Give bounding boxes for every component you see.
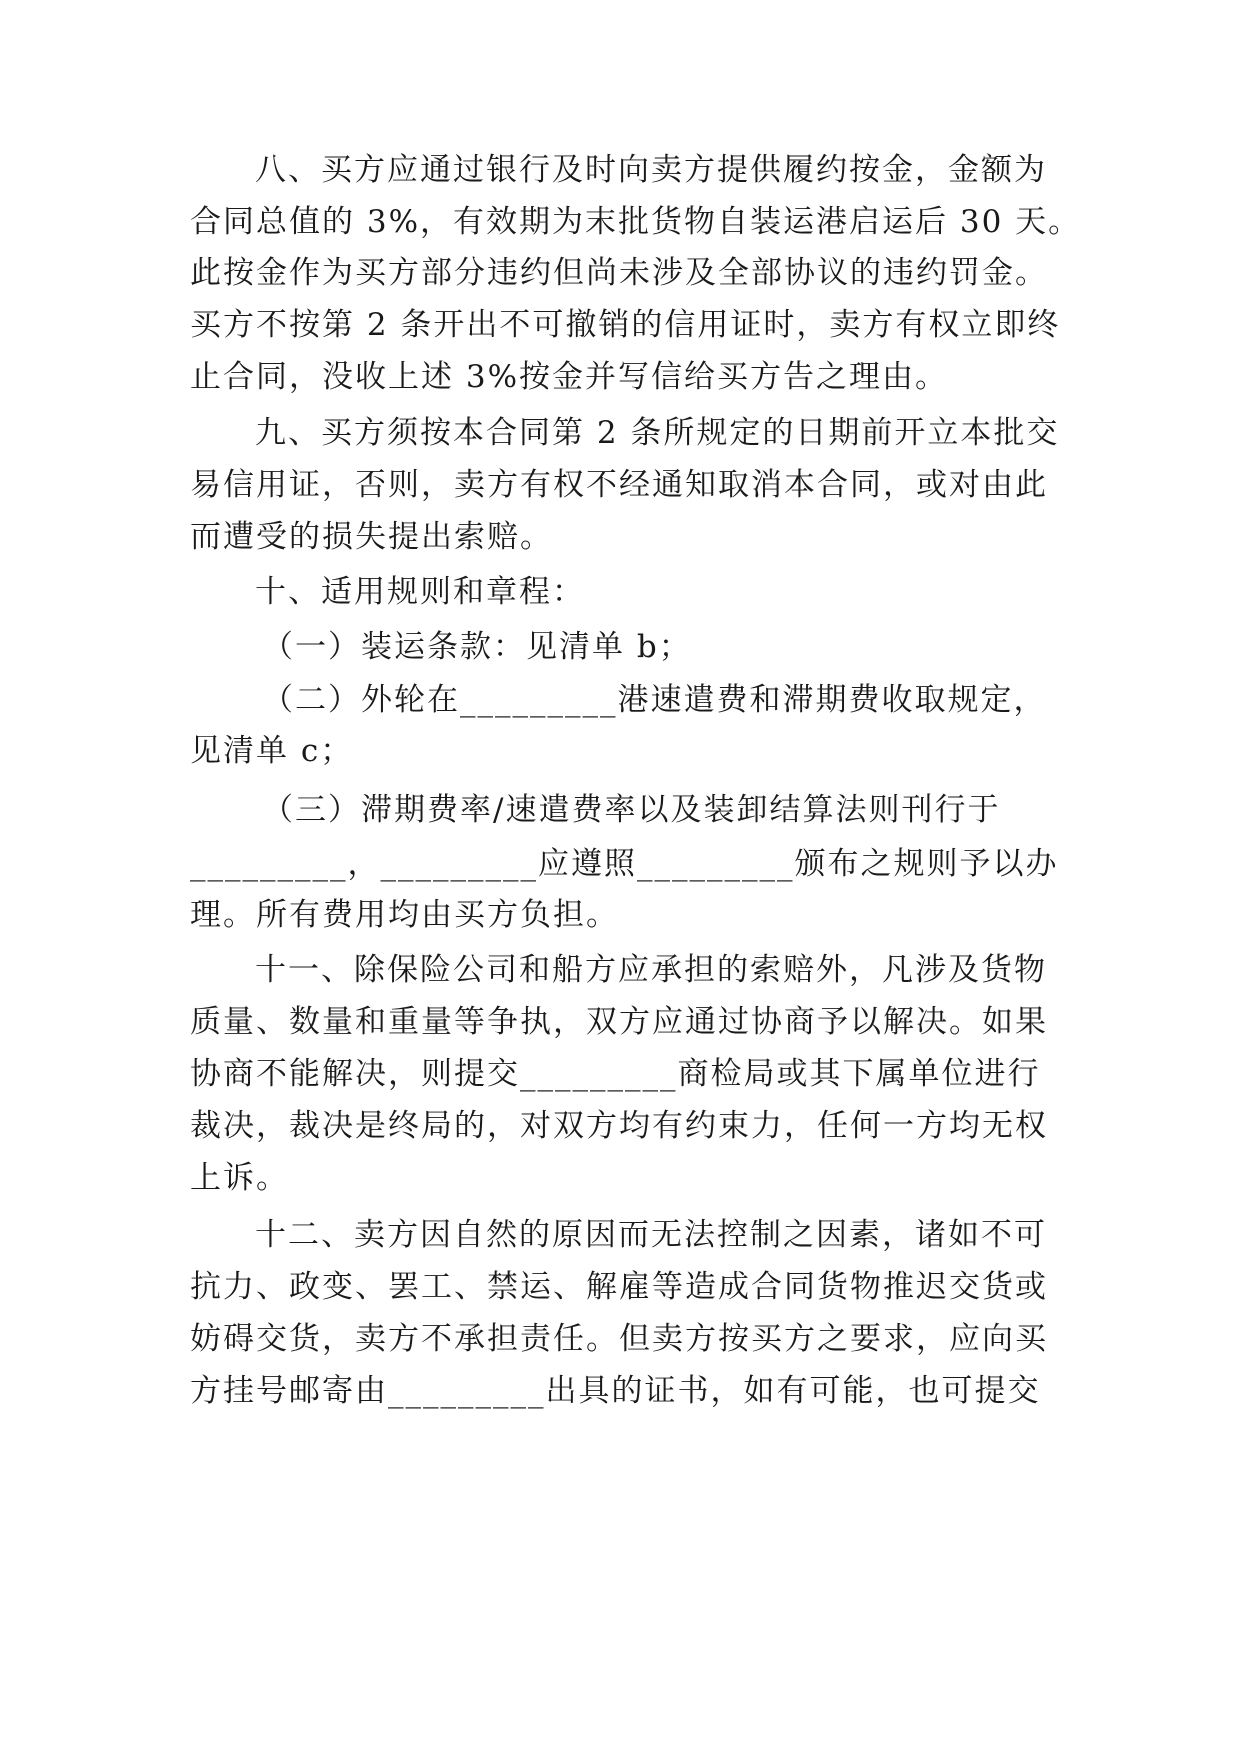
text-line: 见清单 c； [190,733,354,769]
text-line: 九、买方须按本合同第 2 条所规定的日期前开立本批交 [255,415,1060,451]
text-line: 质量、数量和重量等争执，双方应通过协商予以解决。如果 [190,1004,1048,1040]
text-line: 合同总值的 3%，有效期为末批货物自装运港启运后 30 天。 [190,204,1082,240]
text-line: 十一、除保险公司和船方应承担的索赔外，凡涉及货物 [255,952,1047,988]
text-line: 此按金作为买方部分违约但尚未涉及全部协议的违约罚金。 [190,255,1048,291]
text-line: 协商不能解决，则提交_________商检局或其下属单位进行 [190,1056,1041,1092]
text-line: 方挂号邮寄由_________出具的证书，如有可能，也可提交 [190,1373,1041,1409]
text-line: 十、适用规则和章程： [255,574,585,610]
text-line: 十二、卖方因自然的原因而无法控制之因素，诸如不可 [255,1217,1047,1253]
text-line: 妨碍交货，卖方不承担责任。但卖方按买方之要求，应向买 [190,1321,1048,1357]
text-line: 裁决，裁决是终局的，对双方均有约束力，任何一方均无权 [190,1108,1048,1144]
text-line: 理。所有费用均由买方负担。 [190,897,619,933]
text-line: （一）装运条款：见清单 b； [262,629,692,665]
text-line: 买方不按第 2 条开出不可撤销的信用证时，卖方有权立即终 [190,307,1061,343]
text-line: 止合同，没收上述 3%按金并写信给买方告之理由。 [190,359,949,395]
text-line: 易信用证，否则，卖方有权不经通知取消本合同，或对由此 [190,467,1048,503]
text-line: （三）滞期费率/速遣费率以及装卸结算法则刊行于 [262,792,1001,828]
text-line: _________，_________应遵照_________颁布之规则予以办 [190,846,1059,882]
text-line: （二）外轮在_________港速遣费和滞期费收取规定， [262,682,1047,718]
text-line: 而遭受的损失提出索赔。 [190,519,553,555]
text-line: 抗力、政变、罢工、禁运、解雇等造成合同货物推迟交货或 [190,1269,1048,1305]
text-line: 上诉。 [190,1160,289,1196]
text-line: 八、买方应通过银行及时向卖方提供履约按金，金额为 [255,152,1047,188]
